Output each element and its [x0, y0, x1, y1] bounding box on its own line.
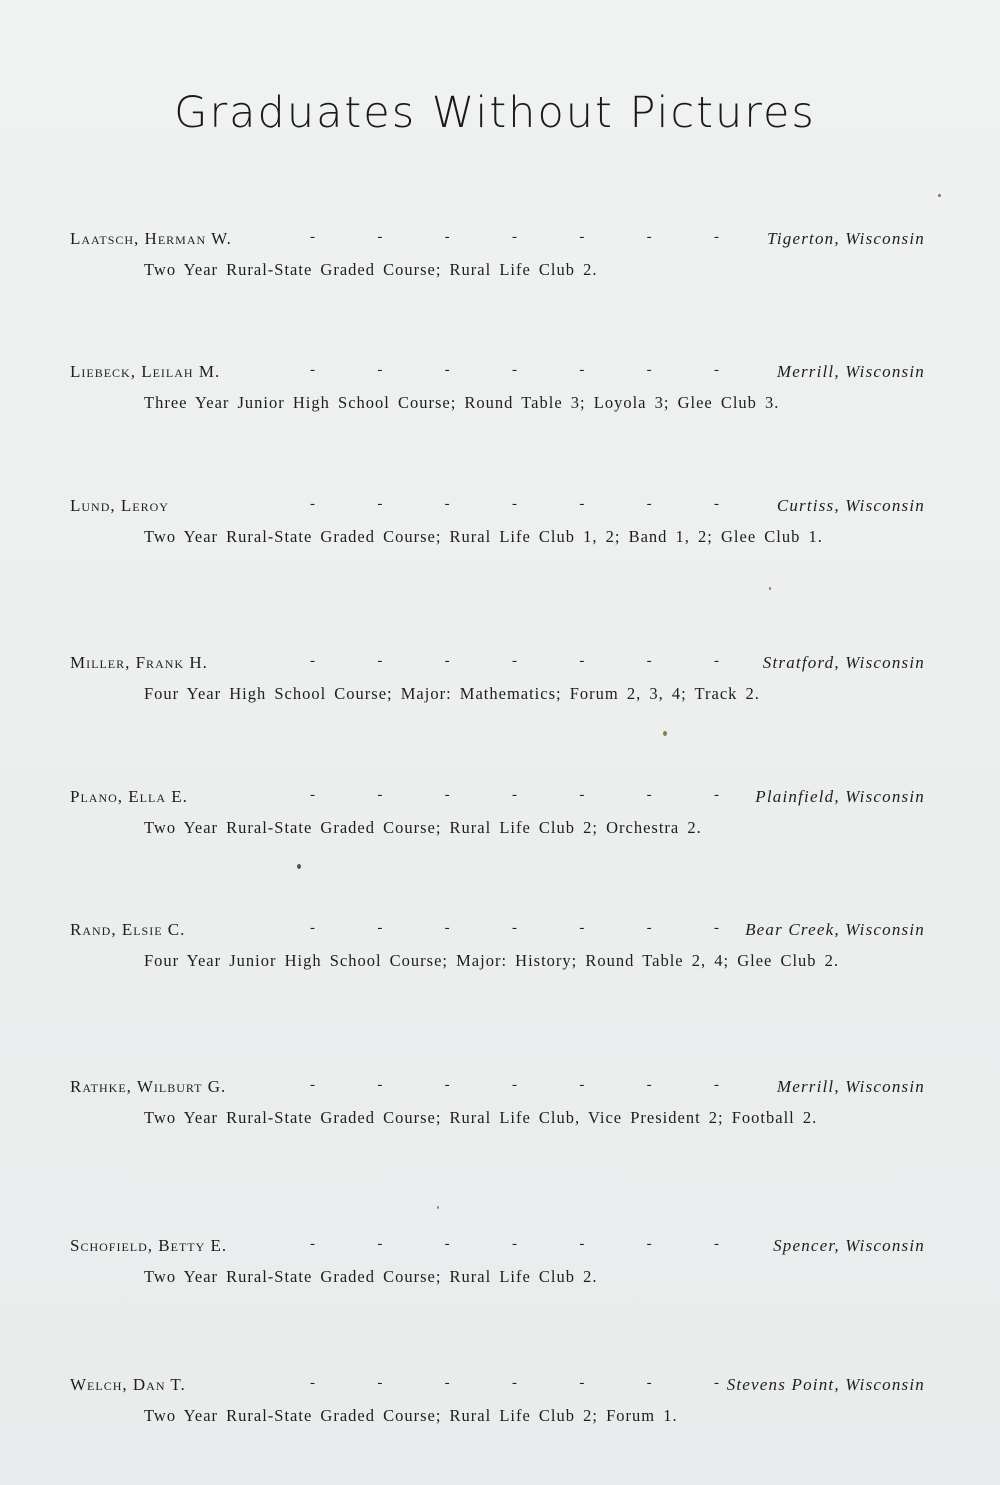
graduate-header	[70, 362, 925, 386]
graduate-name: Rand, Elsie C.	[70, 920, 186, 939]
dot-leader: - - - - - - -	[310, 1077, 720, 1093]
graduate-hometown: Plainfield, Wisconsin	[755, 787, 925, 806]
paper-speck	[769, 587, 771, 590]
graduate-hometown: Stevens Point, Wisconsin	[726, 1375, 925, 1394]
graduate-details: Two Year Rural-State Graded Course; Rural Life Club, Vice President 2; Football 2.	[144, 1108, 818, 1127]
graduate-details: Three Year Junior High School Course; Round Table 3; Loyola 3; Glee Club 3.	[144, 393, 780, 412]
dot-leader: - - - - - - -	[310, 1375, 720, 1391]
graduate-details: Four Year High School Course; Major: Mathematics; Forum 2, 3, 4; Track 2.	[144, 684, 760, 703]
dot-leader: - - - - - - -	[310, 496, 720, 512]
graduate-details: Two Year Rural-State Graded Course; Rural Life Club 1, 2; Band 1, 2; Glee Club 1.	[144, 527, 823, 546]
graduate-details: Two Year Rural-State Graded Course; Rural Life Club 2.	[144, 260, 598, 279]
dot-leader: - - - - - - -	[310, 653, 720, 669]
graduate-details: Two Year Rural-State Graded Course; Rural Life Club 2; Forum 1.	[144, 1406, 678, 1425]
graduate-header	[70, 1077, 925, 1101]
graduate-entry	[70, 1077, 925, 1129]
graduate-hometown: Bear Creek, Wisconsin	[745, 920, 925, 939]
graduate-header	[70, 920, 925, 944]
graduate-name: Liebeck, Leilah M.	[70, 362, 221, 381]
graduate-details: Four Year Junior High School Course; Major: History; Round Table 2, 4; Glee Club 2.	[144, 951, 840, 970]
graduate-name: Welch, Dan T.	[70, 1375, 186, 1394]
graduate-entry	[70, 362, 925, 414]
graduate-header	[70, 1236, 925, 1260]
dot-leader: - - - - - - -	[310, 787, 720, 803]
dot-leader: - - - - - - -	[310, 229, 720, 245]
graduate-name: Rathke, Wilburt G.	[70, 1077, 227, 1096]
graduate-entry	[70, 229, 925, 281]
graduate-header	[70, 496, 925, 520]
graduate-entry	[70, 496, 925, 548]
paper-speck	[437, 1206, 439, 1209]
dot-leader: - - - - - - -	[310, 1236, 720, 1252]
graduate-details: Two Year Rural-State Graded Course; Rural Life Club 2.	[144, 1267, 598, 1286]
graduate-hometown: Spencer, Wisconsin	[773, 1236, 925, 1255]
graduate-entry	[70, 787, 925, 839]
paper-speck	[297, 864, 301, 869]
graduate-name: Schofield, Betty E.	[70, 1236, 228, 1255]
graduate-entry	[70, 1236, 925, 1288]
paper-speck	[938, 194, 941, 197]
graduate-name: Miller, Frank H.	[70, 653, 208, 672]
graduate-details: Two Year Rural-State Graded Course; Rural Life Club 2; Orchestra 2.	[144, 818, 702, 837]
graduate-header	[70, 653, 925, 677]
graduate-name: Laatsch, Herman W.	[70, 229, 232, 248]
graduate-hometown: Tigerton, Wisconsin	[767, 229, 925, 248]
graduate-entry	[70, 1375, 925, 1427]
graduate-hometown: Merrill, Wisconsin	[776, 362, 925, 381]
paper-speck	[663, 731, 667, 736]
graduate-header	[70, 1375, 925, 1399]
graduate-header	[70, 229, 925, 253]
graduate-hometown: Merrill, Wisconsin	[776, 1077, 925, 1096]
dot-leader: - - - - - - -	[310, 362, 720, 378]
graduate-entry	[70, 920, 925, 972]
graduate-hometown: Curtiss, Wisconsin	[776, 496, 925, 515]
graduate-name: Plano, Ella E.	[70, 787, 188, 806]
graduate-name: Lund, Leroy	[70, 496, 169, 515]
dot-leader: - - - - - - -	[310, 920, 720, 936]
page-title: Graduates Without Pictures	[174, 88, 816, 138]
graduate-header	[70, 787, 925, 811]
graduate-hometown: Stratford, Wisconsin	[762, 653, 925, 672]
graduate-entry	[70, 653, 925, 705]
